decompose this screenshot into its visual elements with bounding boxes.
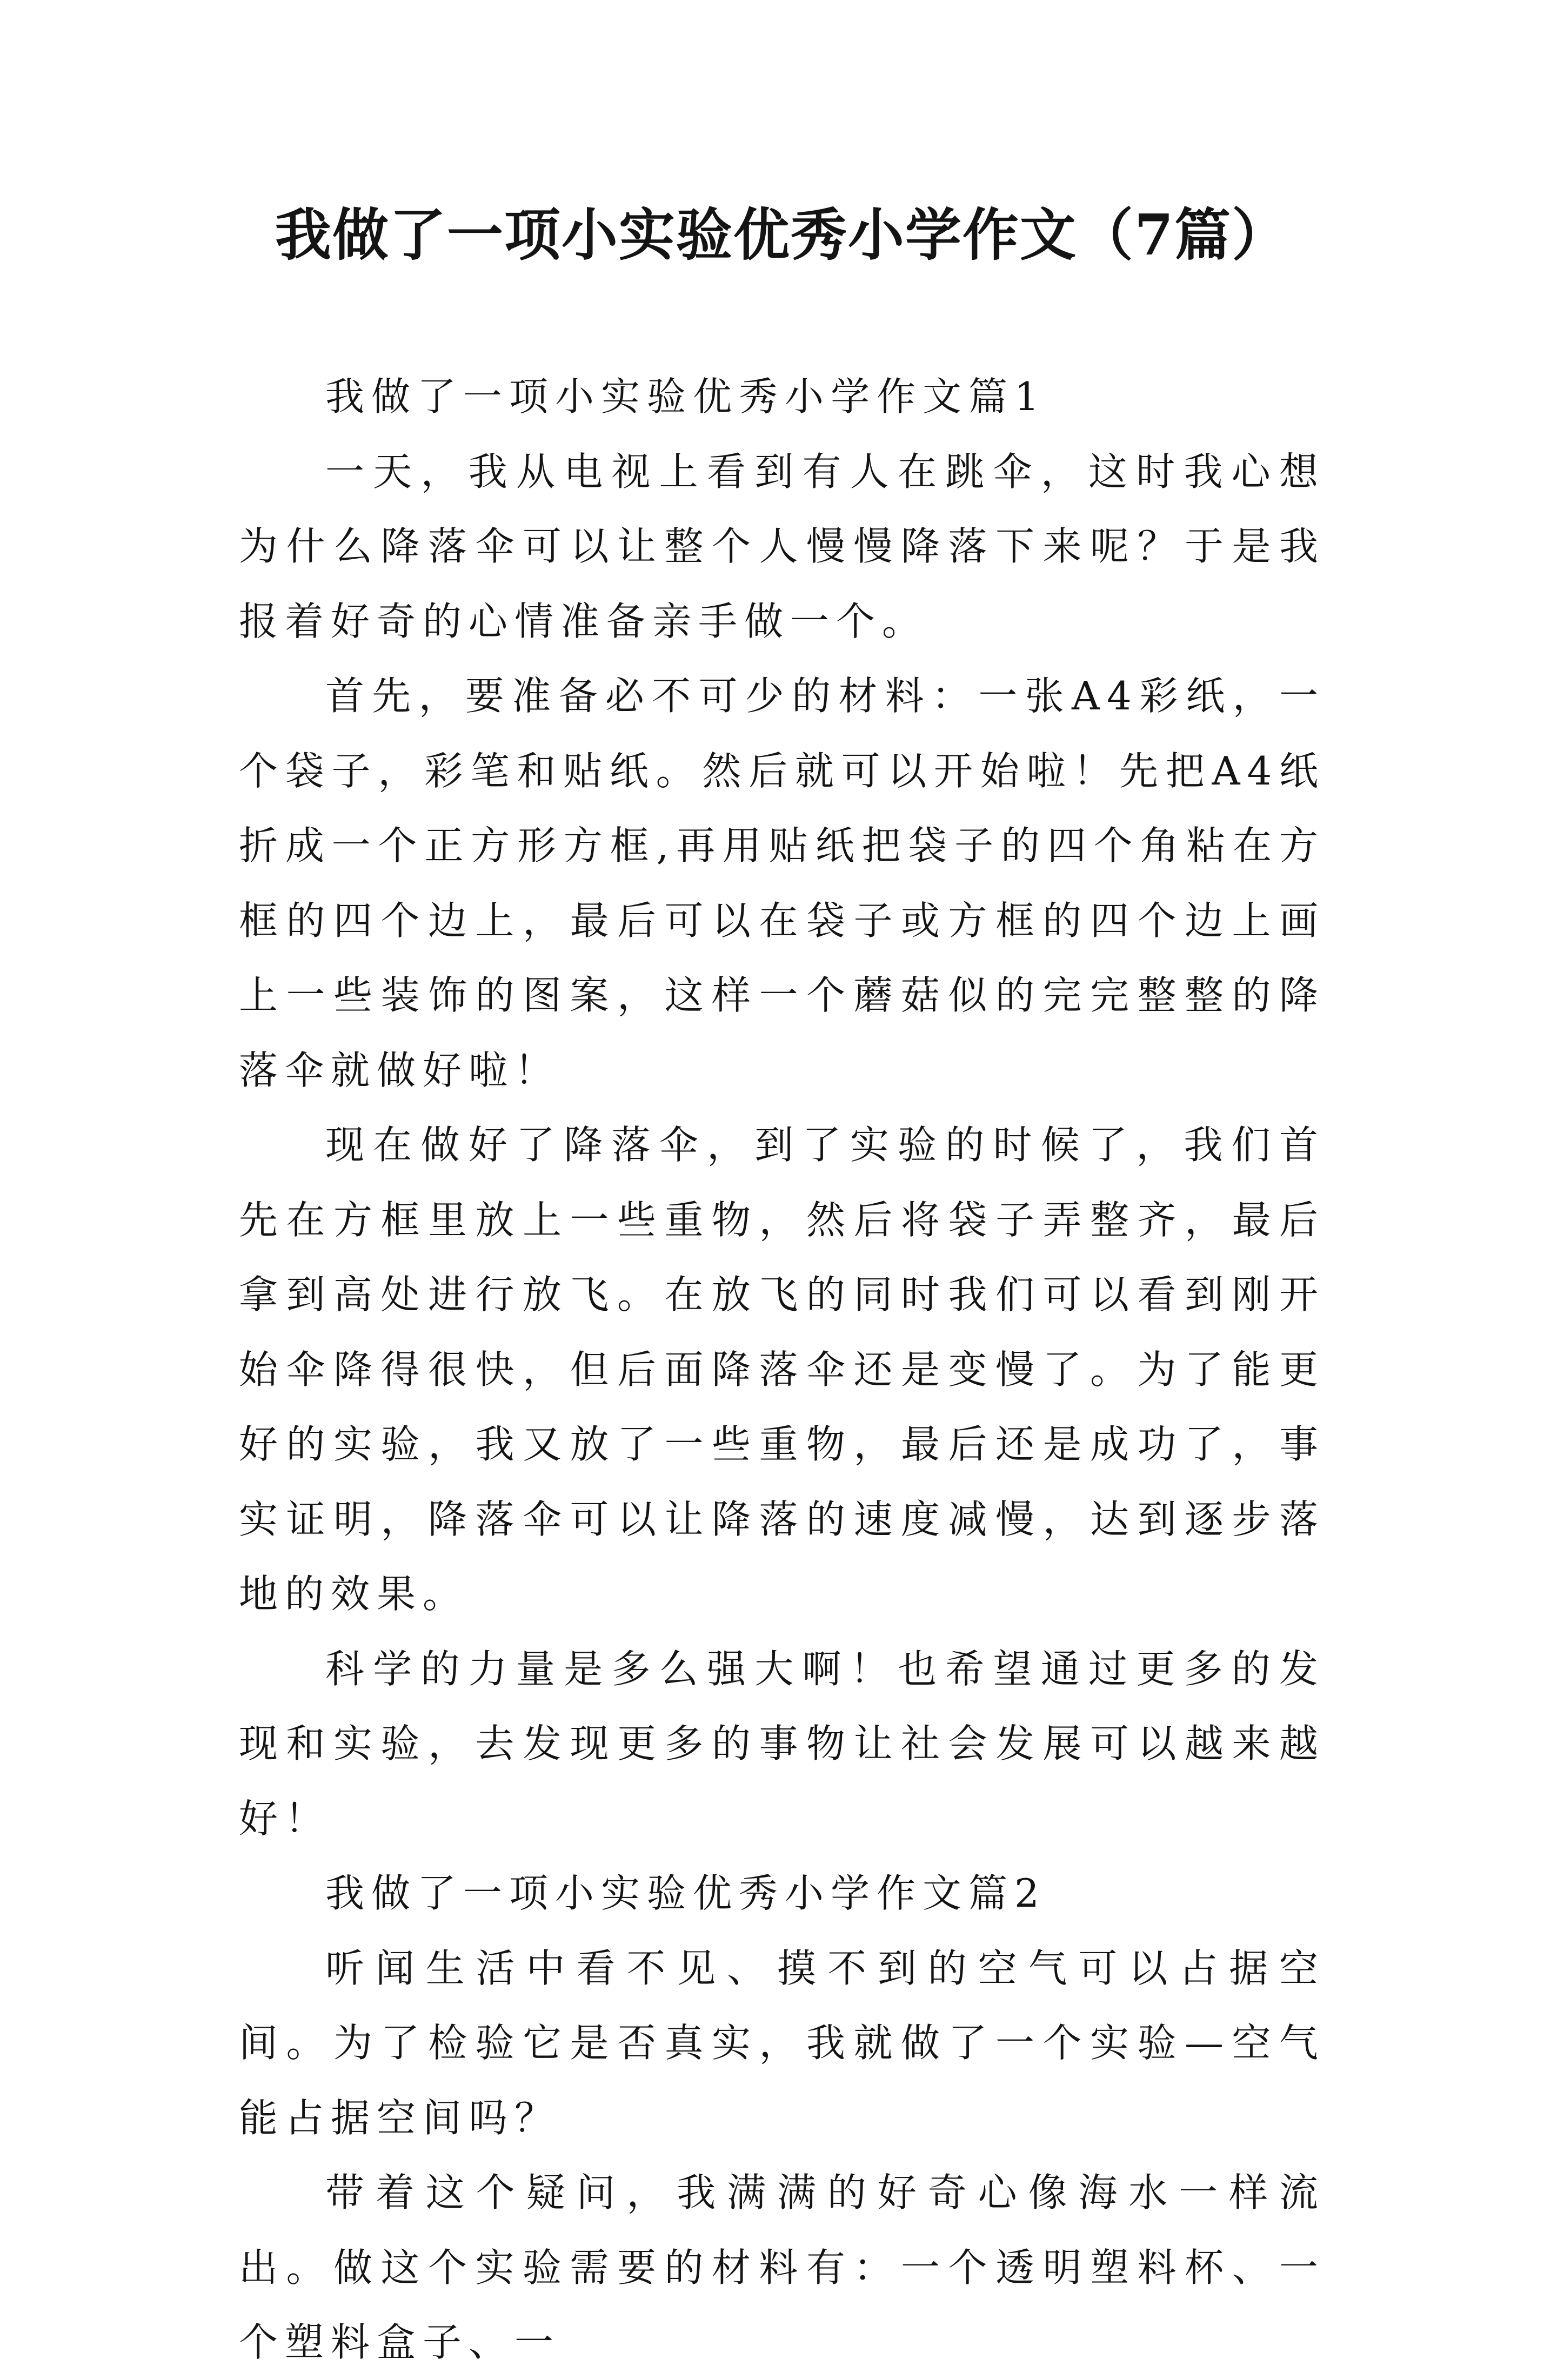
section-heading: 我做了一项小实验优秀小学作文篇1 [325,374,1046,419]
paragraph: 听闻生活中看不见、摸不到的空气可以占据空间。为了检验它是否真实，我就做了一个实验—空气能占据空间吗？ [239,1945,1325,2141]
paragraph: 一天，我从电视上看到有人在跳伞，这时我心想为什么降落伞可以让整个人慢慢降落下来呢？于是我报着好奇的心情准备亲手做一个。 [239,448,1325,644]
paragraph: 科学的力量是多么强大啊！也希望通过更多的发现和实验，去发现更多的事物让社会发展可以越来越好！ [239,1646,1325,1841]
paragraph: 现在做好了降落伞，到了实验的时候了，我们首先在方框里放上一些重物，然后将袋子弄整齐，最后拿到高处进行放飞。在放飞的同时我们可以看到刚开始伞降得很快，但后面降落伞还是变慢了。为了能更好的实验，我又放了一些重物，最后还是成功了，事实证明，降落伞可以让降落的速度减慢，达到逐步落地的效果。 [239,1122,1325,1617]
document-title: 我做了一项小实验优秀小学作文（7篇） [275,202,1289,268]
paragraph: 带着这个疑问，我满满的好奇心像海水一样流出。做这个实验需要的材料有：一个透明塑料杯、一个塑料盒子、一 [239,2170,1325,2365]
section-heading: 我做了一项小实验优秀小学作文篇2 [325,1871,1046,1916]
document-body [239,359,1325,2380]
paragraph: 首先，要准备必不可少的材料：一张A4彩纸，一个袋子，彩笔和贴纸。然后就可以开始啦！先把A4纸折成一个正方形方框,再用贴纸把袋子的四个角粘在方框的四个边上，最后可以在袋子或方框的四个边上画上一些装饰的图案，这样一个蘑菇似的完完整整的降落伞就做好啦！ [239,673,1325,1093]
